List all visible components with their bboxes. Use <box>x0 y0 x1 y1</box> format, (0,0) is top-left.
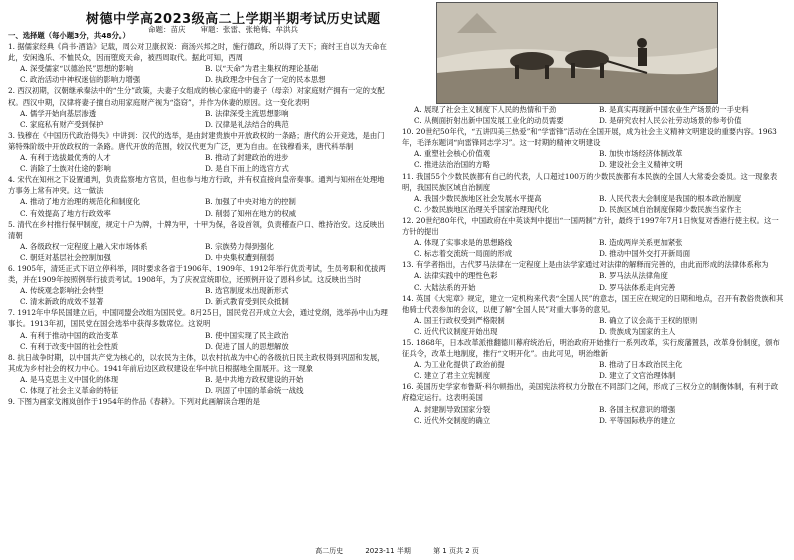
question-stem: 13. 有学者指出，古代罗马法律在一定程度上是由法学家通过对法律的解释而完善的，由此而形成的法律体系称为 <box>402 260 769 270</box>
answer-option[interactable]: D. 是研究农村人民公社劳动场景的参考价值 <box>599 116 742 126</box>
answer-option[interactable]: B. 加快市场经济体制改革 <box>599 149 683 159</box>
question-stem: 15. 1868年，日本改革派推翻德川幕府统治后，明治政府开始推行一系列改革，实行废藩置县，改革身份制度，颁布征兵令，改革土地制度，推行“文明开化”。由此可见，明治维新 <box>402 337 780 359</box>
answer-option[interactable]: A. 是马克思主义中国化的体现 <box>20 374 119 384</box>
answer-option[interactable]: B. 罗马法从法律角度 <box>599 271 668 281</box>
answer-options <box>402 359 784 381</box>
answer-option[interactable]: C. 大陆法系的开始 <box>414 282 476 292</box>
footer-page: 第 1 页共 2 页 <box>433 547 479 555</box>
question <box>402 293 784 337</box>
question-stem: 14. 英国《大宪章》规定，建立一定机构来代表“全国人民”的意志，国王应在规定的日期和地点，召开有教俗贵族和其他骑士代表参加的会议，以便了解“全国人民”对重大事务的意见。 <box>402 293 784 314</box>
answer-option[interactable]: C. 有效提高了地方行政效率 <box>20 208 111 218</box>
question-stem: 3. 钱穆在《中国历代政治得失》中讲到：汉代的选举，是由封建贵族中开放政权的一条路；唐代的公开竞选，是由门第特殊阶级中开放政权的一条路。唐代开放的范围，较汉代更为广泛，更为自由。在钱穆看来，唐代科举制 <box>8 130 385 151</box>
question-stem: 5. 清代在乡村推行保甲制度，规定十户为牌，十牌为甲，十甲为保，各设首领，负责稽查户口、维持治安。这反映出清朝 <box>8 219 385 240</box>
answer-option[interactable]: C. 近代外交制度的确立 <box>414 415 491 425</box>
question <box>402 104 784 126</box>
answer-options <box>402 237 784 259</box>
plowing-scene-icon <box>437 3 717 103</box>
question-stem: 16. 美国历史学家布鲁斯·科尔顿指出，美国宪法将权力分散在不同部门之间，形成了三权分立的制衡体制，有利于政府稳定运行。这表明美国 <box>402 382 779 403</box>
question <box>402 215 784 259</box>
answer-options <box>402 193 784 215</box>
answer-option[interactable]: A. 为工业化提供了政治前提 <box>414 360 505 370</box>
answer-option[interactable]: C. 朝廷对基层社会控制加强 <box>20 252 111 262</box>
answer-option[interactable]: C. 近代代议制度开始出现 <box>414 326 498 336</box>
answer-options <box>402 315 784 337</box>
answer-options <box>8 330 390 352</box>
answer-option[interactable]: B. 是中共地方政权建设的开始 <box>205 374 304 384</box>
right-column <box>402 104 784 544</box>
answer-option[interactable]: C. 政治活动中神权迷信的影响力增强 <box>20 75 141 85</box>
question-stem: 10. 20世纪50年代，“五讲四美三热爱”和“学雷锋”活动在全国开展，成为社会主义精神文明建设的重要内容。1963年，毛泽东题词“向雷锋同志学习”。这一时期的精神文明建设 <box>402 127 777 148</box>
answer-option[interactable]: D. 削弱了知州在地方的权威 <box>205 208 297 218</box>
question-stem: 4. 宋代在知州之下设置通判，负责监察地方官员，但也参与地方行政，并有权直接向皇帝奏事。通判与知州在处理地方事务上常有冲突。这一做法 <box>8 175 385 196</box>
question-stem: 11. 我国55个少数民族都有自己的代表，人口超过100万的少数民族都有本民族的全国人大常委会委员。这一现象表明，我国民族区域自治制度 <box>402 171 778 192</box>
page-title: 树德中学高2023级高二上学期半期考试历史试题 <box>86 12 381 27</box>
right-question-list <box>402 104 784 426</box>
answer-option[interactable]: A. 重塑社会核心价值观 <box>414 149 491 159</box>
question <box>8 263 390 307</box>
answer-option[interactable]: B. 以“天命”为君主集权的理论基础 <box>205 64 319 74</box>
answer-options <box>8 196 390 218</box>
question <box>402 259 784 292</box>
answer-options <box>8 152 390 174</box>
answer-options <box>8 63 390 85</box>
answer-option[interactable]: B. 推动了封建政治的进步 <box>205 153 289 163</box>
setter-line: 命题：苗庆 审题：张雷、张艳梅、牟洪兵 <box>148 25 298 34</box>
answer-options <box>402 270 784 292</box>
answer-option[interactable]: B. 造成两岸关系更加紧张 <box>599 238 683 248</box>
page-footer <box>0 546 794 556</box>
answer-option[interactable]: B. 确立了议会高于王权的原则 <box>599 315 698 325</box>
answer-option[interactable]: D. 建立了文官治理体制 <box>599 371 676 381</box>
left-question-list <box>8 41 390 407</box>
answer-option[interactable]: C. 清末新政的成效不显著 <box>20 297 104 307</box>
question <box>402 171 784 215</box>
section-heading: 一、选择题（每小题3分，共48分。） <box>8 31 130 40</box>
answer-option[interactable]: D. 罗马法体系走向完善 <box>599 282 676 292</box>
answer-option[interactable]: C. 推进法治治国的方略 <box>414 160 491 170</box>
spring-plowing-painting <box>436 2 718 104</box>
answer-options <box>8 241 390 263</box>
answer-option[interactable]: C. 体现了社会主义革命的特征 <box>20 386 119 395</box>
answer-options <box>402 104 784 126</box>
answer-option[interactable]: B. 宗族势力得到强化 <box>205 241 274 251</box>
question <box>8 219 390 263</box>
question-stem: 9. 下图为画家戈湘岚创作于1954年的作品《春耕》。下列对此画解读合理的是 <box>8 397 261 407</box>
answer-option[interactable]: B. 选官制度未出现新形式 <box>205 286 289 296</box>
answer-option[interactable]: D. 推动中国外交打开新局面 <box>599 249 691 259</box>
answer-option[interactable]: C. 从侧面折射出新中国发展工业化的动员需要 <box>414 116 564 126</box>
answer-option[interactable]: D. 汉律是礼法结合的典范 <box>205 119 289 129</box>
answer-option[interactable]: D. 新式教育受到民众抵制 <box>205 297 289 307</box>
question-stem: 12. 20世纪80年代，中国政府在中英谈判中提出“一国两制”方针，最终于1997年7月1日恢复对香港行使主权。这一方针的提出 <box>402 215 779 237</box>
question <box>402 337 784 381</box>
answer-option[interactable]: D. 民族区域自治制度保障少数民族当家作主 <box>599 204 742 214</box>
left-column <box>8 30 390 542</box>
answer-options <box>8 285 390 307</box>
answer-option[interactable]: A. 儒学开始向基层渗透 <box>20 108 97 118</box>
question <box>8 130 390 174</box>
answer-option[interactable]: A. 有利于推动中国的政治变革 <box>20 330 119 340</box>
answer-option[interactable]: D. 促进了国人的思想解放 <box>205 341 289 351</box>
answer-options <box>402 404 784 426</box>
answer-option[interactable]: B. 各国主权意识的增强 <box>599 404 676 414</box>
answer-option[interactable]: A. 展现了社会主义制度下人民的热情和干劲 <box>414 105 557 114</box>
answer-option[interactable]: A. 法律实践中的理性色彩 <box>414 271 498 281</box>
answer-option[interactable]: C. 标志着交流统一局面的形成 <box>414 249 513 259</box>
question <box>8 352 390 396</box>
answer-option[interactable]: A. 我国少数民族地区社会发展水平提高 <box>414 193 542 203</box>
answer-option[interactable]: A. 有利于选拔最优秀的人才 <box>20 153 111 163</box>
question <box>402 126 784 170</box>
answer-option[interactable]: D. 执政理念中包含了一定的民本思想 <box>205 75 326 85</box>
question <box>8 41 390 85</box>
question <box>402 381 784 425</box>
answer-option[interactable]: A. 传统观念影响社会转型 <box>20 286 104 296</box>
answer-option[interactable]: D. 巩固了中国的革命统一战线 <box>205 386 304 395</box>
question <box>8 174 390 218</box>
answer-option[interactable]: D. 中央集权遭到削弱 <box>205 252 275 262</box>
question <box>8 85 390 129</box>
answer-option[interactable]: A. 国王行政权受到严格限制 <box>414 315 505 325</box>
answer-option[interactable]: B. 使中国实现了民主政治 <box>205 330 289 340</box>
answer-option[interactable]: C. 家庭私有财产受到保护 <box>20 119 104 129</box>
answer-option[interactable]: A. 深受儒家“以德治民”思想的影响 <box>20 64 133 74</box>
answer-option[interactable]: C. 消除了士族对仕途的影响 <box>20 164 111 174</box>
answer-option[interactable]: A. 体现了实事求是的思想路线 <box>414 238 513 248</box>
footer-subject: 高二历史 <box>315 547 344 555</box>
answer-option[interactable]: D. 平等国际秩序的建立 <box>599 415 676 425</box>
answer-option[interactable]: C. 有利于改变中国的社会性质 <box>20 341 119 351</box>
answer-option[interactable]: B. 是真实再现新中国农业生产场景的一手史料 <box>599 105 749 114</box>
footer-date: 2023-11 半期 <box>365 547 411 555</box>
answer-option[interactable]: A. 封建制导致国家分裂 <box>414 404 491 414</box>
answer-option[interactable]: C. 少数民族地区治理关乎国家治理现代化 <box>414 204 549 214</box>
question <box>8 307 390 351</box>
question-stem: 1. 据儒家经典《尚书·酒诰》记载，周公对卫康叔说：商汤兴邦之时，施行德政，所以得了天下；商纣王自以为天命在此，安闲逸乐、不恤民众，因而堕废天命，被西周取代。据此可知，西周 <box>8 42 387 63</box>
question-stem: 2. 西汉初期，汉朝继承秦法中的“生分”政策，夫妻子女组成的核心家庭中的妻子（母亲）对家庭财产拥有一定的支配权。西汉中期，汉律将妻子擅自动用家庭财产视为“盗窃”，并作为休妻的原因。这一变化表明 <box>8 86 385 107</box>
question-stem: 8. 抗日战争时期，以中国共产党为核心的，以农民为主体，以农村抗战为中心的各级抗日民主政权得到巩固和发展，其成为乡村社会的权力中心。1941年前后边区政权建设在华中抗日根据地全面展开。这一现象 <box>8 352 385 373</box>
answer-options <box>402 148 784 170</box>
answer-option[interactable]: C. 建立了君主立宪制度 <box>414 371 491 381</box>
answer-option[interactable]: D. 贵族成为国家的主人 <box>599 326 676 336</box>
answer-option[interactable]: B. 法律深受主流思想影响 <box>205 108 289 118</box>
answer-option[interactable]: D. 是自下而上的选官方式 <box>205 164 289 174</box>
answer-option[interactable]: A. 推动了地方治理的规范化和制度化 <box>20 197 141 207</box>
answer-options <box>8 374 390 396</box>
answer-option[interactable]: B. 加强了中央对地方的控制 <box>205 197 296 207</box>
question <box>8 396 390 407</box>
answer-option[interactable]: B. 推动了日本政治民主化 <box>599 360 683 370</box>
question-stem: 7. 1912年中华民国建立后，中国同盟会改组为国民党。8月25日，国民党召开成立大会，通过党纲，选举孙中山为理事长。1913年初，国民党在国会选举中获得多数席位。这说明 <box>8 308 388 329</box>
answer-option[interactable]: B. 人民代表大会制度是我国的根本政治制度 <box>599 193 742 203</box>
answer-options <box>8 108 390 130</box>
question-stem: 6. 1905年，清廷正式下诏立停科举，同时要求各省于1906年、1909年、1912年举行优贡考试，生员考职和优拔两类，并在1909年按照例举行拔贡考试。1908年，为了庆祝宣统即位，还照例开设了恩科乡试。这反映出当时 <box>8 263 386 285</box>
answer-option[interactable]: A. 各级政权一定程度上融入宋市场体系 <box>20 241 148 251</box>
answer-option[interactable]: D. 建设社会主义精神文明 <box>599 160 683 170</box>
